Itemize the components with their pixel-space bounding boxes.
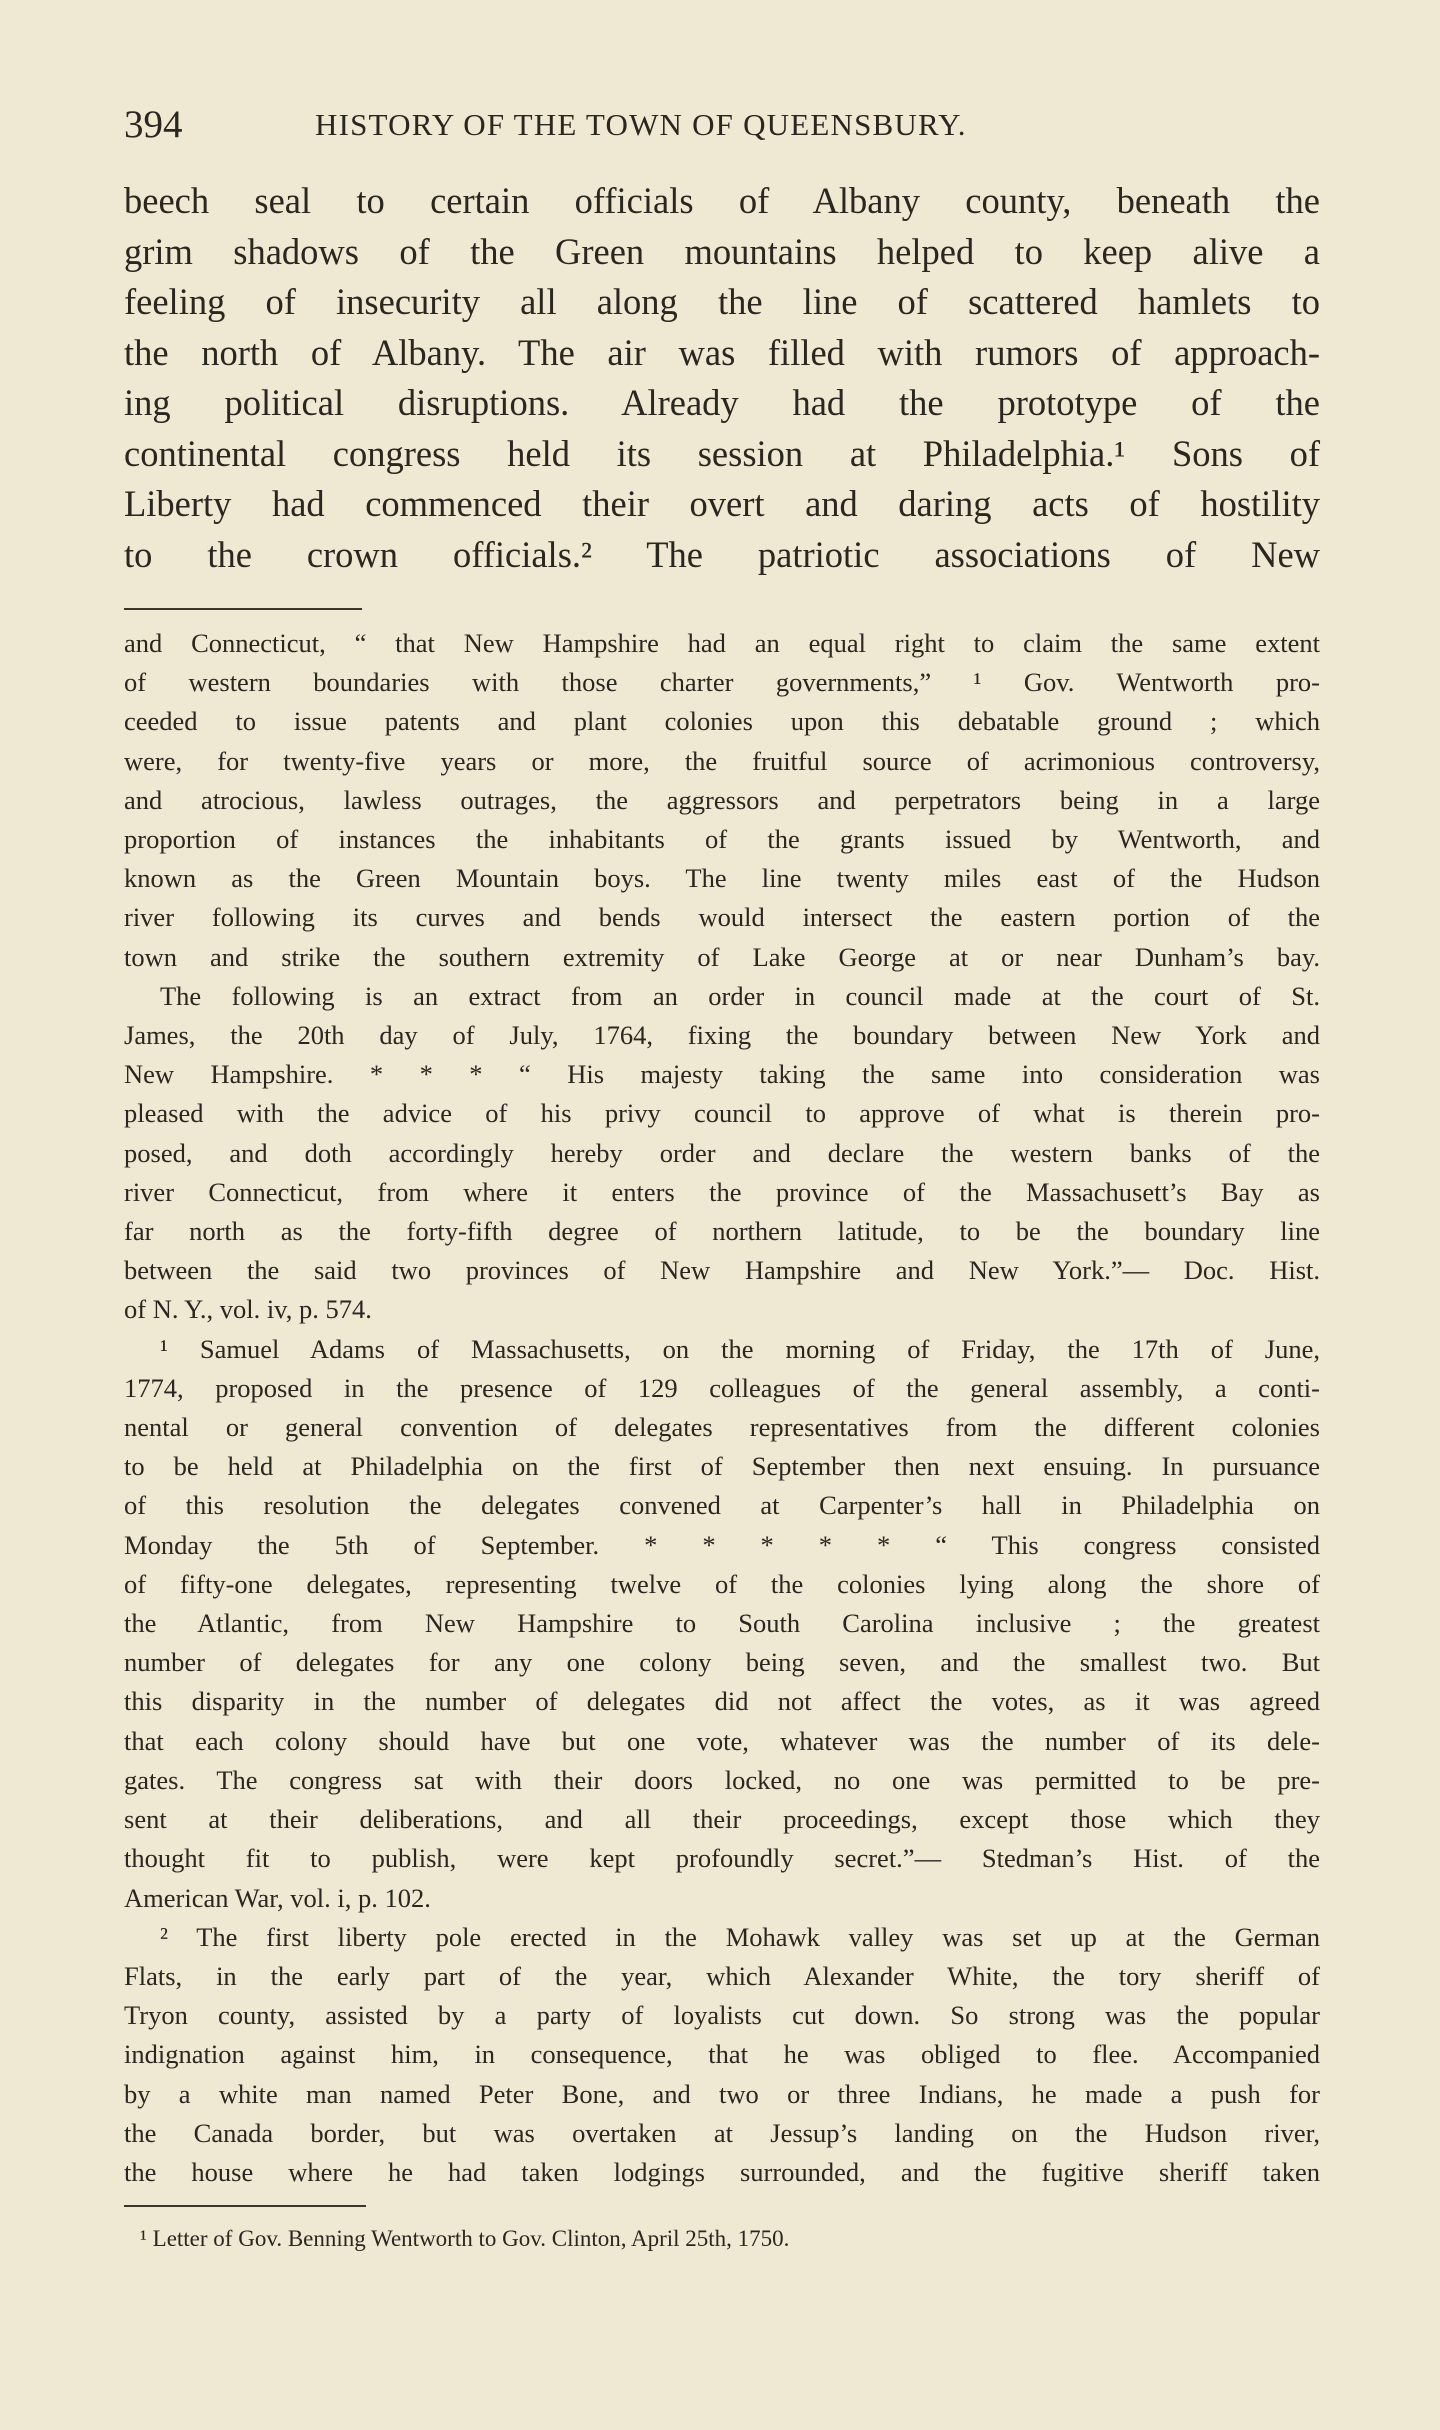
footnote-line: known as the Green Mountain boys. The line twenty miles east of the Hudson [124, 863, 1320, 894]
footnote-line: by a white man named Peter Bone, and two or three Indians, he made a push for [124, 2078, 1320, 2109]
footnote-line: The following is an extract from an order in council made at the court of St. [160, 980, 1320, 1011]
footnote-line: posed, and doth accordingly hereby order and declare the western banks of the [124, 1137, 1320, 1168]
footnote-line: town and strike the southern extremity of Lake George at or near Dunham’s bay. [124, 941, 1320, 972]
body-line: the north of Albany. The air was filled with rumors of approach- [124, 331, 1320, 373]
footnote-line: this disparity in the number of delegates did not affect the votes, as it was agreed [124, 1686, 1320, 1717]
footnote-line: indignation against him, in consequence, that he was obliged to flee. Accompanied [124, 2039, 1320, 2070]
footnote-line: sent at their deliberations, and all their proceedings, except those which they [124, 1804, 1320, 1835]
footnote-line: 1774, proposed in the presence of 129 colleagues of the general assembly, a conti- [124, 1372, 1320, 1403]
footnote-line: of N. Y., vol. iv, p. 574. [124, 1294, 372, 1325]
page-number: 394 [124, 103, 183, 146]
running-head: HISTORY OF THE TOWN OF QUEENSBURY. [315, 107, 967, 142]
body-line: ing political disruptions. Already had the prototype of the [124, 382, 1320, 423]
footnote-line: of this resolution the delegates convened at Carpenter’s hall in Philadelphia on [124, 1490, 1320, 1521]
body-line: continental congress held its session at Philadelphia.¹ Sons of [124, 432, 1320, 474]
footnote-line: thought fit to publish, were kept profoundly secret.”— Stedman’s Hist. of the [124, 1843, 1320, 1874]
footnote-line: Monday the 5th of September. * * * * * “ This congress consisted [124, 1529, 1320, 1560]
bottom-footnote: ¹ Letter of Gov. Benning Wentworth to Gov. Clinton, April 25th, 1750. [140, 2226, 790, 2251]
footnote-line: that each colony should have but one vote, whatever was the number of its dele- [124, 1725, 1320, 1756]
main-text [124, 176, 1320, 580]
footnote-line: and atrocious, lawless outrages, the aggressors and perpetrators being in a large [124, 784, 1320, 815]
footnote-line: of fifty-one delegates, representing twelve of the colonies lying along the shore of [124, 1568, 1320, 1599]
footnote-line: pleased with the advice of his privy council to approve of what is therein pro- [124, 1098, 1320, 1129]
footnote-line: were, for twenty-five years or more, the fruitful source of acrimonious controversy, [124, 745, 1320, 776]
footnote-line: river following its curves and bends would intersect the eastern portion of the [124, 902, 1320, 933]
footnote-line: ceeded to issue patents and plant colonies upon this debatable ground ; which [124, 706, 1320, 737]
footnote-line: Flats, in the early part of the year, which Alexander White, the tory sheriff of [124, 1960, 1320, 1991]
footnote-line: and Connecticut, “ that New Hampshire had an equal right to claim the same extent [124, 628, 1320, 658]
footnote-line: James, the 20th day of July, 1764, fixing the boundary between New York and [124, 1020, 1320, 1051]
bottom-footnote-divider [124, 2205, 366, 2207]
footnote-line: number of delegates for any one colony being seven, and the smallest two. But [124, 1647, 1320, 1678]
footnote-line: the house where he had taken lodgings surrounded, and the fugitive sheriff taken [124, 2156, 1320, 2187]
footnote-line: to be held at Philadelphia on the first of September then next ensuing. In pursuance [124, 1451, 1320, 1482]
footnote-line: American War, vol. i, p. 102. [124, 1882, 431, 1913]
footnote-line: proportion of instances the inhabitants of the grants issued by Wentworth, and [124, 824, 1320, 855]
footnote-line: nental or general convention of delegates representatives from the different colonies [124, 1412, 1320, 1443]
footnote-line: the Atlantic, from New Hampshire to South Carolina inclusive ; the greatest [124, 1608, 1320, 1639]
body-line: feeling of insecurity all along the line of scattered hamlets to [124, 281, 1320, 322]
footnotes [124, 624, 1320, 2192]
body-line: to the crown officials.² The patriotic associations of New [124, 533, 1320, 575]
body-line: beech seal to certain officials of Albany county, beneath the [124, 180, 1320, 221]
footnote-line: Tryon county, assisted by a party of loyalists cut down. So strong was the popular [124, 2000, 1320, 2031]
footnote-divider [124, 608, 362, 610]
footnote-line: ¹ Samuel Adams of Massachusetts, on the morning of Friday, the 17th of June, [160, 1333, 1320, 1364]
footnote-line: river Connecticut, from where it enters the province of the Massachusett’s Bay as [124, 1176, 1320, 1207]
footnote-line: the Canada border, but was overtaken at Jessup’s landing on the Hudson river, [124, 2117, 1320, 2148]
footnote-line: gates. The congress sat with their doors locked, no one was permitted to be pre- [124, 1764, 1320, 1795]
footnote-line: far north as the forty-fifth degree of northern latitude, to be the boundary line [124, 1216, 1320, 1247]
footnote-line: New Hampshire. * * * “ His majesty taking the same into consideration was [124, 1059, 1320, 1090]
footnote-line: between the said two provinces of New Hampshire and New York.”— Doc. Hist. [124, 1255, 1320, 1286]
footnote-line: of western boundaries with those charter governments,” ¹ Gov. Wentworth pro- [124, 667, 1320, 698]
footnote-line: ² The first liberty pole erected in the Mohawk valley was set up at the German [160, 1921, 1320, 1952]
page-header [124, 100, 1314, 150]
body-line: Liberty had commenced their overt and daring acts of hostility [124, 483, 1320, 524]
body-line: grim shadows of the Green mountains helped to keep alive a [124, 230, 1320, 272]
